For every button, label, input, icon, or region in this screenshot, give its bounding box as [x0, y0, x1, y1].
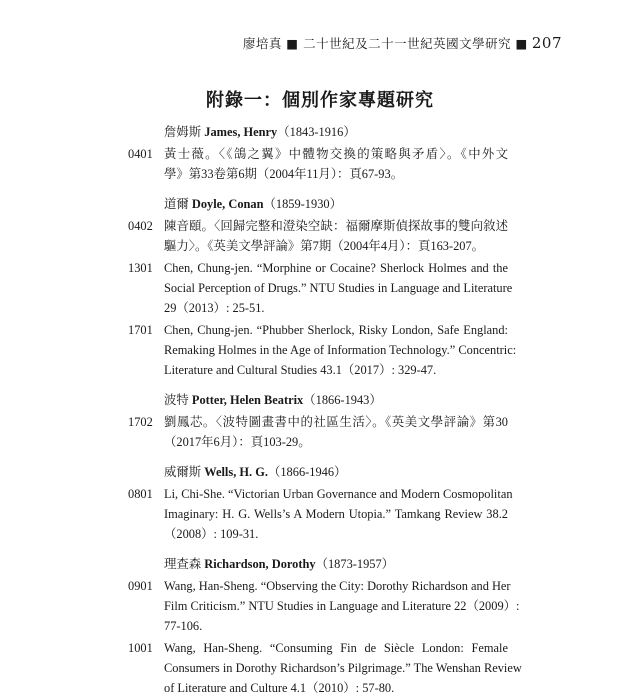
group-spacer [128, 380, 508, 386]
entry-line: 驅力〉。《英美文學評論》第7期（2004年4月）：頁163-207。 [164, 239, 485, 253]
entry-line: Remaking Holmes in the Age of Information Technology.” Concentric: [164, 343, 517, 357]
bibliography-entry [128, 484, 513, 544]
entry-line: 學》第33卷第6期（2004年11月）：頁67-93。 [164, 167, 404, 181]
group-spacer [128, 452, 508, 458]
group-spacer [128, 184, 508, 190]
section-title: 附錄一：個別作家專題研究 [206, 90, 434, 111]
author-years: （1866-1946） [267, 465, 347, 479]
entry-line: Literature and Cultural Studies 43.1（2017）: 329-47. [164, 363, 437, 377]
entry-line: 陳音頤。〈回歸完整和澄染空缺：福爾摩斯偵探故事的雙向敘述 [164, 219, 508, 233]
author-heading [128, 554, 508, 574]
author-name-en: Potter, Helen Beatrix [191, 393, 304, 407]
bibliography-entry [128, 216, 508, 256]
author-years: （1873-1957） [315, 557, 395, 571]
running-header [243, 34, 562, 52]
bibliography-entry [128, 144, 508, 184]
entry-line: （2017年6月）：頁103-29。 [164, 435, 311, 449]
entry-line: 黃士薇。〈《鴿之翼》中體物交換的策略與矛盾〉。《中外文 [164, 147, 508, 161]
entry-line: 劉鳳芯。〈波特圖畫書中的社區生活〉。《英美文學評論》第30 [164, 415, 508, 429]
bibliography-entry [128, 258, 513, 318]
running-title: 廖培真 ■ 二十世紀及二十一世紀英國文學研究 ■ [242, 36, 528, 51]
bibliography-entry [128, 576, 520, 636]
author-years: （1843-1916） [277, 125, 356, 139]
entry-code: 1702 [128, 415, 153, 429]
group-spacer [128, 544, 508, 550]
entry-code: 1301 [128, 261, 153, 275]
entry-line: Chen, Chung-jen. “Phubber Sherlock, Risky London, Safe England: [164, 323, 508, 337]
entry-code: 0402 [128, 219, 153, 233]
author-name-en: Wells, H. G. [204, 465, 268, 479]
author-name-en: Richardson, Dorothy [204, 557, 316, 571]
entry-line: Social Perception of Drugs.” NTU Studies in Language and Literature [164, 281, 513, 295]
author-heading [128, 462, 508, 482]
entry-line: Wang, Han-Sheng. “Observing the City: Dorothy Richardson and Her [164, 579, 511, 593]
entry-line: Imaginary: H. G. Wells’s A Modern Utopia.” Tamkang Review 38.2 [164, 507, 508, 521]
page-number: 207 [531, 34, 562, 52]
bibliography-list [128, 118, 522, 698]
entry-line: 77-106. [164, 619, 203, 633]
entry-line: 29（2013）: 25-51. [164, 301, 265, 315]
entry-code: 0901 [128, 579, 153, 593]
author-years: （1859-1930） [263, 197, 342, 211]
author-heading [128, 390, 508, 410]
entry-code: 0801 [128, 487, 153, 501]
bibliography-entry [128, 412, 508, 452]
entry-line: Film Criticism.” NTU Studies in Language and Literature 22（2009）: [164, 599, 520, 613]
entry-code: 1701 [128, 323, 153, 337]
author-name-zh: 詹姆斯 [164, 125, 202, 139]
entry-line: Li, Chi-She. “Victorian Urban Governance and Modern Cosmopolitan [164, 487, 513, 501]
entry-line: of Literature and Culture 4.1（2010）: 57-80. [164, 681, 395, 695]
author-heading [128, 194, 508, 214]
author-name-en: Doyle, Conan [191, 197, 264, 211]
bibliography-entry [128, 638, 522, 698]
author-heading [128, 122, 508, 142]
author-name-zh: 波特 [164, 393, 189, 407]
entry-code: 0401 [128, 147, 153, 161]
entry-line: （2008）: 109-31. [164, 527, 259, 541]
author-years: （1866-1943） [303, 393, 382, 407]
entry-line: Consumers in Dorothy Richardson’s Pilgrimage.” The Wenshan Review [164, 661, 522, 675]
author-name-en: James, Henry [204, 125, 278, 139]
entry-code: 1001 [128, 641, 153, 655]
author-name-zh: 威爾斯 [164, 465, 202, 479]
author-name-zh: 道爾 [164, 197, 189, 211]
author-name-zh: 理查森 [164, 557, 202, 571]
entry-line: Chen, Chung-jen. “Morphine or Cocaine? Sherlock Holmes and the [164, 261, 508, 275]
entry-line: Wang, Han-Sheng. “Consuming Fin de Siècle London: Female [164, 641, 508, 655]
bibliography-entry [128, 320, 517, 380]
